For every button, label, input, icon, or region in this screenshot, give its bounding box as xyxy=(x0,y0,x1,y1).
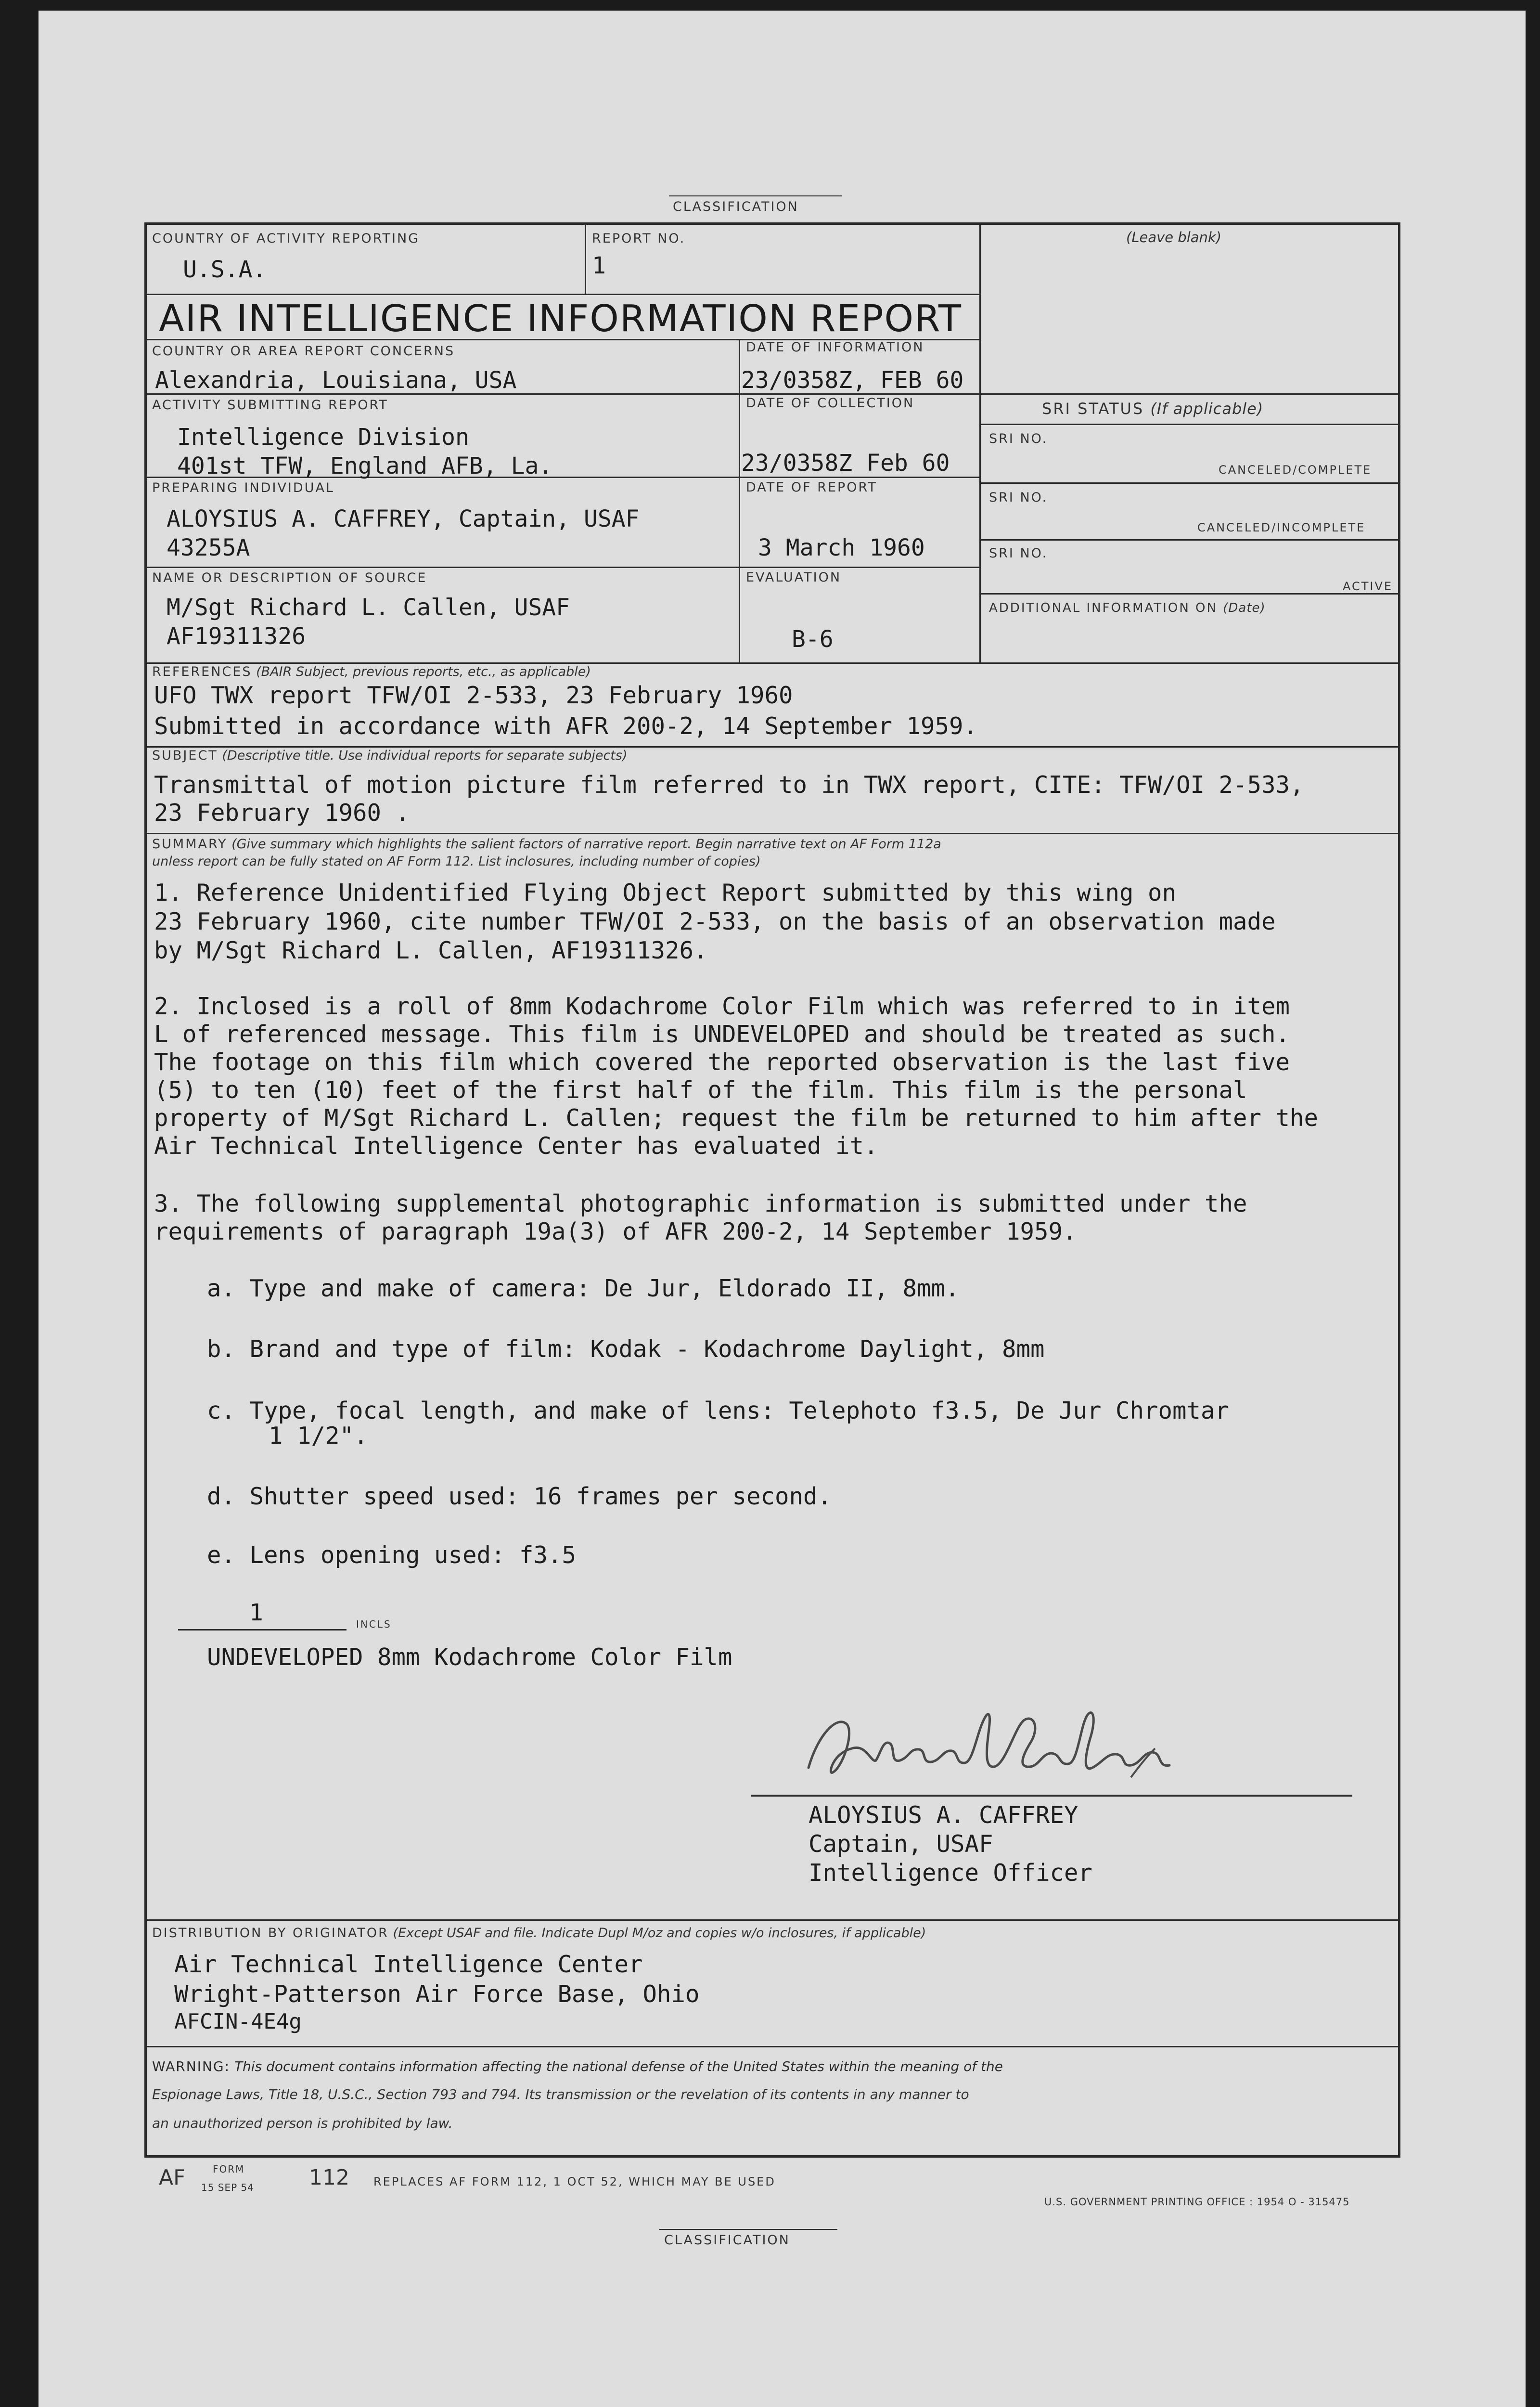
summary-p3-line-2: requirements of paragraph 19a(3) of AFR 200-2, 14 September 1959. xyxy=(154,1218,1077,1245)
item-a: a. Type and make of camera: De Jur, Eldorado II, 8mm. xyxy=(207,1275,960,1302)
divider xyxy=(979,393,1399,395)
distribution-line-1: Air Technical Intelligence Center xyxy=(174,1951,643,1978)
activity-label: ACTIVITY SUBMITTING REPORT xyxy=(152,398,388,413)
leave-blank-note: (Leave blank) xyxy=(1126,229,1222,246)
preparing-line-1: ALOYSIUS A. CAFFREY, Captain, USAF xyxy=(167,505,640,532)
footer-form-date: 15 SEP 54 xyxy=(201,2182,255,2193)
summary-p2-line-6: Air Technical Intelligence Center has evaluated it. xyxy=(154,1132,878,1160)
subject-line-2: 23 February 1960 . xyxy=(154,799,410,827)
source-line-2: AF19311326 xyxy=(167,623,306,650)
additional-info-date: (Date) xyxy=(1223,601,1266,615)
footer-form-number: 112 xyxy=(309,2165,349,2190)
subject-label-note: (Descriptive title. Use individual reports for separate subjects) xyxy=(222,748,628,763)
area-label: COUNTRY OR AREA REPORT CONCERNS xyxy=(152,344,455,359)
divider xyxy=(145,294,979,295)
report-no-label: REPORT NO. xyxy=(592,231,686,246)
evaluation-value: B-6 xyxy=(792,626,834,653)
divider xyxy=(979,223,981,662)
activity-line-2: 401st TFW, England AFB, La. xyxy=(177,453,553,479)
divider xyxy=(979,424,1399,425)
source-line-1: M/Sgt Richard L. Callen, USAF xyxy=(167,594,570,621)
inclosure-incls-label: INCLS xyxy=(356,1618,392,1630)
item-d: d. Shutter speed used: 16 frames per second. xyxy=(207,1483,832,1510)
signer-title: Intelligence Officer xyxy=(808,1859,1093,1887)
preparing-line-2: 43255A xyxy=(167,534,250,561)
country-label: COUNTRY OF ACTIVITY REPORTING xyxy=(152,231,420,246)
date-report-value: 3 March 1960 xyxy=(758,534,925,561)
date-information-value: 23/0358Z, FEB 60 xyxy=(741,367,964,394)
distribution-label-text: DISTRIBUTION BY ORIGINATOR xyxy=(152,1926,389,1941)
divider xyxy=(145,833,1399,834)
date-collection-label: DATE OF COLLECTION xyxy=(746,396,915,411)
references-line-2: Submitted in accordance with AFR 200-2, 14 September 1959. xyxy=(154,712,978,740)
sri-canceled-complete: CANCELED/COMPLETE xyxy=(1219,463,1372,477)
country-value: U.S.A. xyxy=(183,256,267,283)
item-c-line-1: c. Type, focal length, and make of lens: Telephoto f3.5, De Jur Chromtar xyxy=(207,1397,1230,1424)
summary-p1-line-3: by M/Sgt Richard L. Callen, AF19311326. xyxy=(154,937,708,964)
warning-label: WARNING: xyxy=(152,2058,231,2074)
footer-replaces: REPLACES AF FORM 112, 1 OCT 52, WHICH MAY BE USED xyxy=(373,2175,776,2188)
sri-active: ACTIVE xyxy=(1343,580,1393,593)
subject-line-1: Transmittal of motion picture film referred to in TWX report, CITE: TFW/OI 2-533, xyxy=(154,771,1304,799)
references-label xyxy=(152,664,591,679)
subject-label-text: SUBJECT xyxy=(152,748,218,763)
sri-no-1: SRI NO. xyxy=(989,431,1048,446)
summary-p2-line-4: (5) to ten (10) feet of the first half of the film. This film is the personal xyxy=(154,1076,1247,1104)
subject-label xyxy=(152,748,628,763)
source-label: NAME OR DESCRIPTION OF SOURCE xyxy=(152,570,427,585)
distribution-line-2: Wright-Patterson Air Force Base, Ohio xyxy=(174,1980,700,2008)
signer-name: ALOYSIUS A. CAFFREY xyxy=(808,1801,1078,1829)
sri-no-3: SRI NO. xyxy=(989,546,1048,561)
signature-rule xyxy=(751,1795,1352,1797)
distribution-line-3: AFCIN-4E4g xyxy=(174,2009,302,2034)
distribution-label-note: (Except USAF and file. Indicate Dupl M/oz and copies w/o inclosures, if applicable) xyxy=(393,1926,926,1941)
footer-af: AF xyxy=(159,2165,186,2190)
summary-p2-line-3: The footage on this film which covered the reported observation is the last five xyxy=(154,1048,1290,1076)
summary-p2-line-1: 2. Inclosed is a roll of 8mm Kodachrome Color Film which was referred to in item xyxy=(154,993,1290,1020)
handwritten-signature xyxy=(799,1695,1232,1787)
warning-text-3: an unauthorized person is prohibited by law. xyxy=(152,2115,453,2131)
summary-p1-line-2: 23 February 1960, cite number TFW/OI 2-533, on the basis of an observation made xyxy=(154,908,1276,935)
summary-label-note-1: (Give summary which highlights the salient factors of narrative report. Begin narrative text on AF Form 112a xyxy=(231,837,941,852)
activity-line-1: Intelligence Division xyxy=(177,424,469,451)
summary-label-note-2: unless report can be fully stated on AF Form 112. List inclosures, including number of copies) xyxy=(152,854,761,869)
references-label-note: (BAIR Subject, previous reports, etc., as applicable) xyxy=(256,664,591,679)
document-page xyxy=(38,11,1526,2407)
divider xyxy=(979,539,1399,541)
divider xyxy=(145,662,1399,664)
divider xyxy=(145,746,1399,748)
divider xyxy=(979,482,1399,484)
date-report-label: DATE OF REPORT xyxy=(746,480,877,495)
divider xyxy=(585,223,586,295)
item-b: b. Brand and type of film: Kodak - Kodachrome Daylight, 8mm xyxy=(207,1335,1045,1363)
sri-status-text: SRI STATUS xyxy=(1042,400,1144,418)
distribution-label xyxy=(152,1926,926,1941)
summary-label xyxy=(152,837,941,852)
classification-bottom: CLASSIFICATION xyxy=(664,2233,790,2248)
summary-p2-line-2: L of referenced message. This film is UNDEVELOPED and should be treated as such. xyxy=(154,1021,1290,1048)
item-e: e. Lens opening used: f3.5 xyxy=(207,1541,577,1569)
footer-gpo: U.S. GOVERNMENT PRINTING OFFICE : 1954 O - 315475 xyxy=(1044,2196,1350,2208)
inclosure-description: UNDEVELOPED 8mm Kodachrome Color Film xyxy=(207,1643,732,1671)
summary-p2-line-5: property of M/Sgt Richard L. Callen; request the film be returned to him after the xyxy=(154,1104,1319,1132)
preparing-label: PREPARING INDIVIDUAL xyxy=(152,480,334,495)
sri-no-2: SRI NO. xyxy=(989,490,1048,505)
report-no-value: 1 xyxy=(592,252,606,279)
report-title: AIR INTELLIGENCE INFORMATION REPORT xyxy=(159,298,962,340)
warning-text-2: Espionage Laws, Title 18, U.S.C., Section 793 and 794. Its transmission or the revelation of its contents in any manner to xyxy=(152,2086,969,2102)
summary-p1-line-1: 1. Reference Unidentified Flying Object Report submitted by this wing on xyxy=(154,879,1177,906)
references-label-text: REFERENCES xyxy=(152,664,252,679)
summary-label-text: SUMMARY xyxy=(152,837,228,852)
date-information-label: DATE OF INFORMATION xyxy=(746,340,924,355)
divider xyxy=(145,1919,1399,1921)
warning-text-1: This document contains information affecting the national defense of the United States within the meaning of the xyxy=(234,2058,1003,2074)
references-line-1: UFO TWX report TFW/OI 2-533, 23 February 1960 xyxy=(154,682,793,709)
summary-p3-line-1: 3. The following supplemental photographic information is submitted under the xyxy=(154,1190,1247,1217)
classification-bottom-rule xyxy=(659,2229,837,2230)
classification-top: CLASSIFICATION xyxy=(673,199,799,214)
sri-status-note: (If applicable) xyxy=(1150,400,1264,418)
area-value: Alexandria, Louisiana, USA xyxy=(155,367,517,394)
divider xyxy=(739,339,740,662)
classification-top-rule xyxy=(669,195,842,196)
evaluation-label: EVALUATION xyxy=(746,570,842,585)
sri-status-label xyxy=(1042,400,1263,418)
footer-form-label: FORM xyxy=(213,2163,245,2175)
inclosure-rule xyxy=(178,1629,346,1631)
additional-info-label xyxy=(989,601,1266,615)
warning-line-1 xyxy=(152,2058,1003,2074)
additional-info-text: ADDITIONAL INFORMATION ON xyxy=(989,601,1218,615)
inclosure-count: 1 xyxy=(249,1599,263,1626)
divider xyxy=(979,593,1399,595)
divider xyxy=(145,567,979,568)
date-collection-value: 23/0358Z Feb 60 xyxy=(741,450,950,477)
signer-rank: Captain, USAF xyxy=(808,1830,993,1858)
divider xyxy=(145,2046,1399,2047)
item-c-line-2: 1 1/2". xyxy=(269,1422,368,1449)
sri-canceled-incomplete: CANCELED/INCOMPLETE xyxy=(1197,521,1366,534)
